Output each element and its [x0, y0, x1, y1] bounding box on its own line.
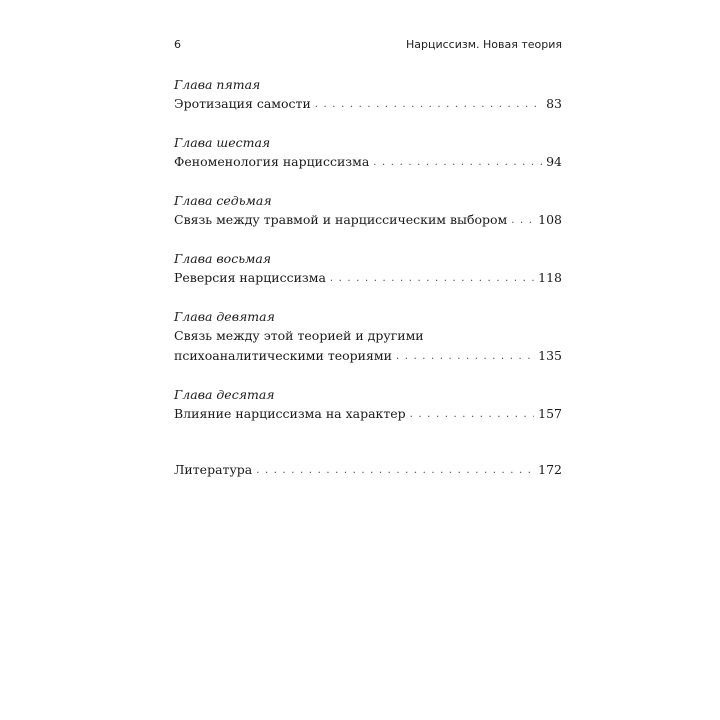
literature-page-number: 172	[538, 462, 562, 477]
toc-entry[interactable]	[174, 210, 562, 230]
toc-chapter-10	[174, 386, 562, 424]
toc-entry[interactable]	[174, 268, 562, 288]
chapter-label: Глава шестая	[174, 135, 271, 150]
chapter-title: Реверсия нарциссизма	[174, 270, 326, 285]
chapter-page-number: 157	[538, 406, 562, 421]
dot-leader	[256, 461, 534, 481]
chapter-label: Глава восьмая	[174, 251, 272, 266]
chapter-label: Глава десятая	[174, 387, 275, 402]
toc-entry[interactable]	[174, 152, 562, 172]
table-of-contents	[174, 76, 562, 480]
chapter-page-number: 83	[546, 96, 562, 111]
chapter-page-number: 94	[546, 154, 562, 169]
literature-title: Литература	[174, 462, 253, 477]
dot-leader	[396, 347, 534, 367]
chapter-title: Феноменология нарциссизма	[174, 154, 370, 169]
toc-entry[interactable]	[174, 94, 562, 114]
toc-chapter-8	[174, 250, 562, 288]
chapter-label: Глава пятая	[174, 77, 261, 92]
toc-chapter-7	[174, 192, 562, 230]
chapter-label: Глава девятая	[174, 309, 275, 324]
chapter-title: Эротизация самости	[174, 96, 311, 111]
dot-leader	[410, 405, 534, 425]
chapter-title-line-1: Связь между этой теорией и другими	[174, 328, 424, 343]
toc-chapter-6	[174, 134, 562, 172]
toc-chapter-9	[174, 308, 562, 366]
chapter-label: Глава седьмая	[174, 193, 272, 208]
toc-entry[interactable]	[174, 346, 562, 366]
chapter-page-number: 108	[538, 212, 562, 227]
chapter-title: Связь между травмой и нарциссическим выбором	[174, 212, 508, 227]
page-number: 6	[174, 38, 181, 51]
dot-leader	[373, 153, 542, 173]
running-head	[174, 38, 562, 54]
toc-entry[interactable]	[174, 460, 562, 480]
book-title: Нарциссизм. Новая теория	[405, 38, 562, 51]
chapter-page-number: 135	[538, 348, 562, 363]
chapter-page-number: 118	[538, 270, 562, 285]
dot-leader	[511, 211, 534, 231]
toc-entry-line-1[interactable]	[174, 326, 562, 346]
toc-entry[interactable]	[174, 404, 562, 424]
chapter-title: Влияние нарциссизма на характер	[174, 406, 406, 421]
dot-leader	[315, 95, 542, 115]
toc-literature	[174, 460, 562, 480]
toc-chapter-5	[174, 76, 562, 114]
chapter-title-line-2: психоаналитическими теориями	[174, 348, 392, 363]
dot-leader	[330, 269, 534, 289]
